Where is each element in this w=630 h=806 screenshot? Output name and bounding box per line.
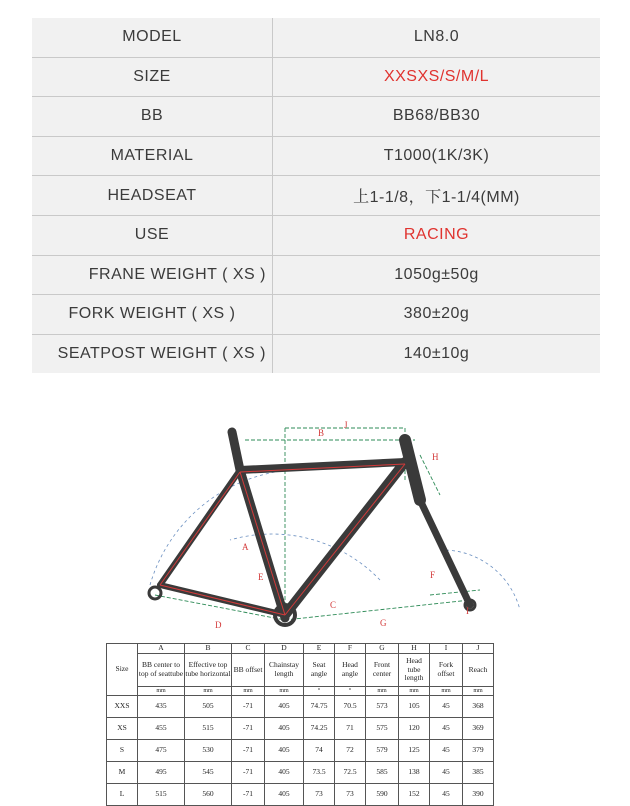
spec-row <box>32 295 600 335</box>
geo-col-name: Seat angle <box>304 654 335 687</box>
geo-value-cell: 435 <box>138 696 185 718</box>
geo-col-letter: C <box>232 644 265 654</box>
spec-row <box>32 176 600 216</box>
spec-label: HEADSEAT <box>32 176 273 215</box>
spec-label: FRANE WEIGHT ( XS ) <box>32 256 273 295</box>
dim-label-h: H <box>432 452 439 462</box>
geo-value-cell: 45 <box>430 784 463 806</box>
geo-col-unit: ° <box>335 687 366 696</box>
geo-size-cell: XXS <box>107 696 138 718</box>
geo-value-cell: 573 <box>366 696 399 718</box>
geo-value-cell: 70.5 <box>335 696 366 718</box>
spec-row <box>32 58 600 98</box>
geo-value-cell: 530 <box>185 740 232 762</box>
geo-col-name: Head tube length <box>399 654 430 687</box>
spec-label: MATERIAL <box>32 137 273 176</box>
geometry-table <box>106 643 494 806</box>
spec-value: 上1-1/8，下1-1/4(MM) <box>353 189 520 207</box>
geo-col-name: Fork offset <box>430 654 463 687</box>
geo-col-name: Front center <box>366 654 399 687</box>
geo-value-cell: 545 <box>185 762 232 784</box>
geo-value-cell: 369 <box>463 718 494 740</box>
geo-value-cell: 495 <box>138 762 185 784</box>
geo-value-cell: 475 <box>138 740 185 762</box>
dim-label-a: A <box>242 542 249 552</box>
geo-value-cell: 405 <box>265 740 304 762</box>
geo-size-cell: M <box>107 762 138 784</box>
geo-value-cell: 575 <box>366 718 399 740</box>
geo-table-row <box>107 740 494 762</box>
geo-header-units <box>107 687 494 696</box>
geo-value-cell: 72 <box>335 740 366 762</box>
spec-table <box>32 18 600 373</box>
geo-col-name: Effective top tube horizontal <box>185 654 232 687</box>
geo-value-cell: 455 <box>138 718 185 740</box>
spec-label: FORK WEIGHT ( XS ) <box>32 295 273 334</box>
spec-value: 380±20g <box>403 305 470 323</box>
frame-geometry-diagram <box>0 400 630 640</box>
geo-value-cell: 505 <box>185 696 232 718</box>
geo-col-unit: mm <box>232 687 265 696</box>
geo-value-cell: 590 <box>366 784 399 806</box>
geo-value-cell: 405 <box>265 718 304 740</box>
geo-col-letter: F <box>335 644 366 654</box>
geo-col-unit: mm <box>463 687 494 696</box>
spec-label: USE <box>32 216 273 255</box>
dim-label-e: E <box>258 572 264 582</box>
geo-value-cell: 405 <box>265 784 304 806</box>
spec-value: 1050g±50g <box>394 265 479 283</box>
spec-row <box>32 335 600 374</box>
geo-col-name: Chainstay length <box>265 654 304 687</box>
geo-size-cell: XS <box>107 718 138 740</box>
geo-value-cell: 71 <box>335 718 366 740</box>
geo-value-cell: 368 <box>463 696 494 718</box>
geo-size-cell: S <box>107 740 138 762</box>
geo-value-cell: 405 <box>265 762 304 784</box>
geo-value-cell: -71 <box>232 740 265 762</box>
geo-col-name: Head angle <box>335 654 366 687</box>
geo-col-unit: mm <box>366 687 399 696</box>
geo-value-cell: 390 <box>463 784 494 806</box>
geo-value-cell: 72.5 <box>335 762 366 784</box>
geo-value-cell: -71 <box>232 762 265 784</box>
geo-col-unit: mm <box>430 687 463 696</box>
geo-value-cell: 73.5 <box>304 762 335 784</box>
geo-col-letter: I <box>430 644 463 654</box>
spec-label: SEATPOST WEIGHT ( XS ) <box>32 335 273 374</box>
geo-value-cell: 379 <box>463 740 494 762</box>
spec-row <box>32 216 600 256</box>
geo-value-cell: 120 <box>399 718 430 740</box>
geo-table-row <box>107 718 494 740</box>
dim-label-c: C <box>330 600 337 610</box>
geo-value-cell: 74 <box>304 740 335 762</box>
geo-col-letter: G <box>366 644 399 654</box>
geo-size-header: Size <box>107 644 138 696</box>
bike-frame <box>149 432 475 625</box>
geo-col-letter: E <box>304 644 335 654</box>
geo-value-cell: 138 <box>399 762 430 784</box>
geo-col-name: Reach <box>463 654 494 687</box>
geo-col-letter: J <box>463 644 494 654</box>
geo-value-cell: 74.75 <box>304 696 335 718</box>
geo-value-cell: 45 <box>430 740 463 762</box>
geo-value-cell: 45 <box>430 762 463 784</box>
geo-value-cell: 579 <box>366 740 399 762</box>
geo-header-letters <box>107 644 494 654</box>
geo-value-cell: 585 <box>366 762 399 784</box>
geo-value-cell: 152 <box>399 784 430 806</box>
geo-col-letter: B <box>185 644 232 654</box>
spec-row <box>32 18 600 58</box>
geo-col-unit: mm <box>138 687 185 696</box>
geo-col-unit: mm <box>265 687 304 696</box>
geo-value-cell: 73 <box>335 784 366 806</box>
spec-value: 140±10g <box>403 345 470 363</box>
geo-value-cell: -71 <box>232 696 265 718</box>
geo-value-cell: -71 <box>232 718 265 740</box>
geo-value-cell: 515 <box>185 718 232 740</box>
geo-value-cell: 45 <box>430 696 463 718</box>
geo-value-cell: 105 <box>399 696 430 718</box>
geo-col-letter: A <box>138 644 185 654</box>
spec-value: BB68/BB30 <box>392 107 481 125</box>
dim-label-d: D <box>215 620 222 630</box>
geo-value-cell: 125 <box>399 740 430 762</box>
geo-value-cell: 385 <box>463 762 494 784</box>
dim-label-f: F <box>430 570 436 580</box>
geo-header-names <box>107 654 494 687</box>
spec-row <box>32 97 600 137</box>
geo-value-cell: 45 <box>430 718 463 740</box>
geo-table-row <box>107 762 494 784</box>
geo-table-row <box>107 784 494 806</box>
geo-value-cell: 405 <box>265 696 304 718</box>
geo-col-unit: mm <box>185 687 232 696</box>
geo-value-cell: 74.25 <box>304 718 335 740</box>
spec-value: XXSXS/S/M/L <box>383 67 490 85</box>
spec-value: RACING <box>403 226 470 244</box>
geo-table-row <box>107 696 494 718</box>
dim-label-j: J <box>344 420 348 430</box>
geo-col-name: BB center to top of seattube <box>138 654 185 687</box>
geo-col-name: BB offset <box>232 654 265 687</box>
spec-label: MODEL <box>32 18 273 57</box>
geo-value-cell: 515 <box>138 784 185 806</box>
dim-label-b: B <box>318 428 325 438</box>
spec-label: SIZE <box>32 58 273 97</box>
geo-value-cell: 560 <box>185 784 232 806</box>
geo-col-letter: D <box>265 644 304 654</box>
geo-value-cell: -71 <box>232 784 265 806</box>
geo-size-cell: L <box>107 784 138 806</box>
spec-row <box>32 137 600 177</box>
dim-label-i: I <box>466 606 469 616</box>
geo-value-cell: 73 <box>304 784 335 806</box>
spec-row <box>32 256 600 296</box>
spec-value: LN8.0 <box>413 28 460 46</box>
geo-col-letter: H <box>399 644 430 654</box>
spec-label: BB <box>32 97 273 136</box>
geo-col-unit: ° <box>304 687 335 696</box>
dim-label-g: G <box>380 618 387 628</box>
geo-col-unit: mm <box>399 687 430 696</box>
spec-value: T1000(1K/3K) <box>383 147 490 165</box>
